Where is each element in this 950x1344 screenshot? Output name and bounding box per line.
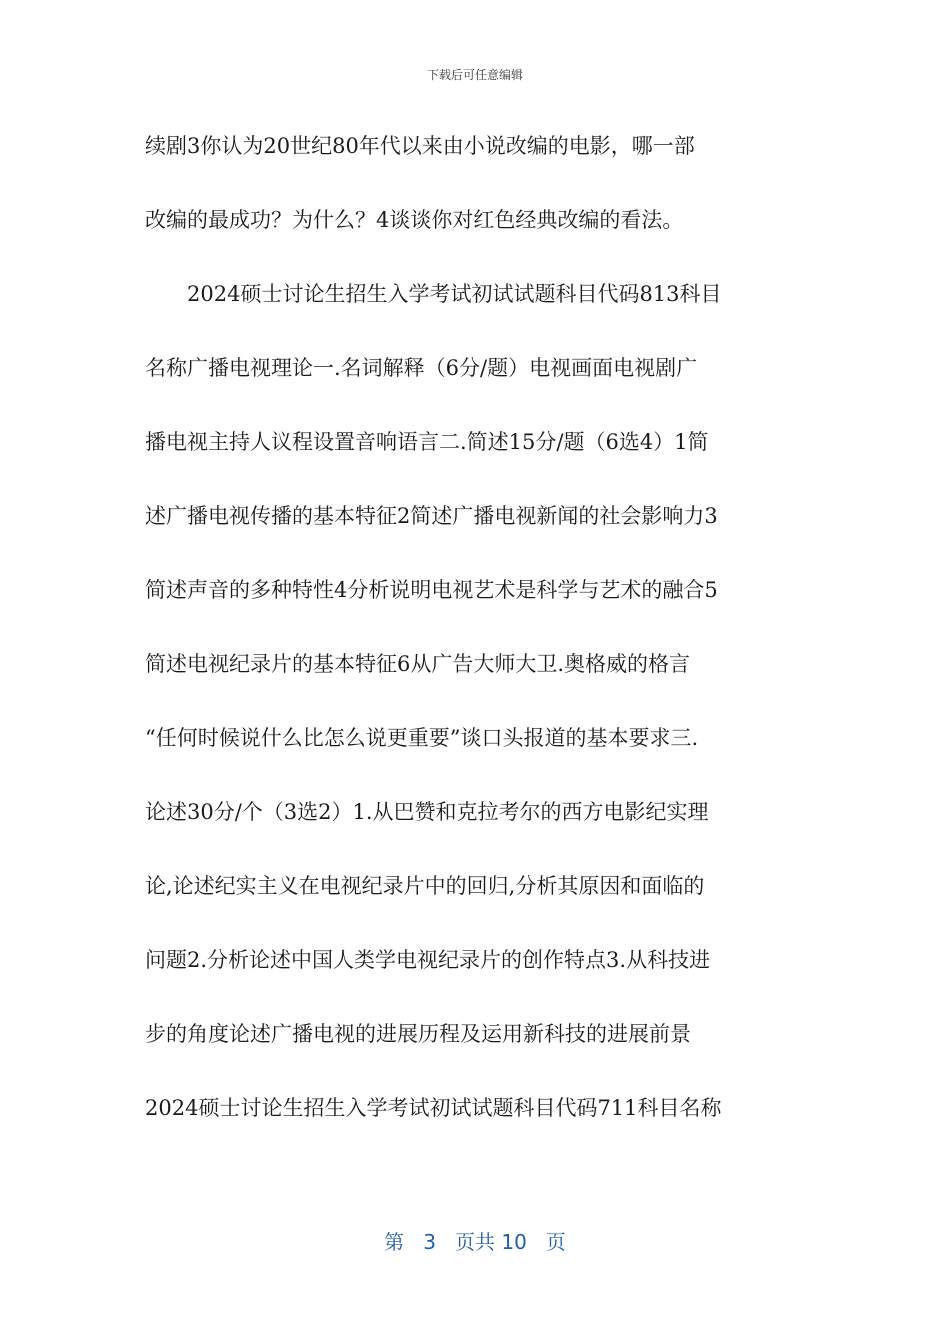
body-line-12: 问题2.分析论述中国人类学电视纪录片的创作特点3.从科技进 <box>145 948 711 972</box>
body-line-4: 名称广播电视理论一.名词解释（6分/题）电视画面电视剧广 <box>145 356 698 380</box>
footer-current-page: 3 <box>423 1230 436 1254</box>
body-line-3: 2024硕士讨论生招生入学考试初试试题科目代码813科目 <box>145 282 722 306</box>
body-line-7: 简述声音的多种特性4分析说明电视艺术是科学与艺术的融合5 <box>145 578 718 602</box>
body-line-11: 论,论述纪实主义在电视纪录片中的回归,分析其原因和面临的 <box>145 874 705 898</box>
body-line-14: 2024硕士讨论生招生入学考试初试试题科目代码711科目名称 <box>145 1096 722 1120</box>
body-line-9: “任何时候说什么比怎么说更重要”谈口头报道的基本要求三. <box>145 726 699 750</box>
footer-middle: 页共 <box>455 1230 495 1254</box>
footer-total-pages: 10 <box>501 1230 527 1254</box>
body-line-6: 述广播电视传播的基本特征2简述广播电视新闻的社会影响力3 <box>145 504 718 528</box>
page-number-footer <box>0 1226 950 1255</box>
footer-suffix: 页 <box>545 1230 566 1254</box>
body-line-1: 续剧3你认为20世纪80年代以来由小说改编的电影，哪一部 <box>145 134 695 158</box>
body-line-13: 步的角度论述广播电视的进展历程及运用新科技的进展前景 <box>145 1022 691 1046</box>
page-header-note: 下载后可任意编辑 <box>426 68 523 82</box>
body-line-5: 播电视主持人议程设置音响语言二.简述15分/题（6选4）1简 <box>145 430 709 454</box>
body-line-2: 改编的最成功？为什么？4谈谈你对红色经典改编的看法。 <box>145 208 684 232</box>
document-body <box>145 128 810 1127</box>
body-line-8: 简述电视纪录片的基本特征6从广告大师大卫.奥格威的格言 <box>145 652 691 676</box>
footer-prefix: 第 <box>384 1230 405 1254</box>
body-line-10: 论述30分/个（3选2）1.从巴赞和克拉考尔的西方电影纪实理 <box>145 800 709 824</box>
